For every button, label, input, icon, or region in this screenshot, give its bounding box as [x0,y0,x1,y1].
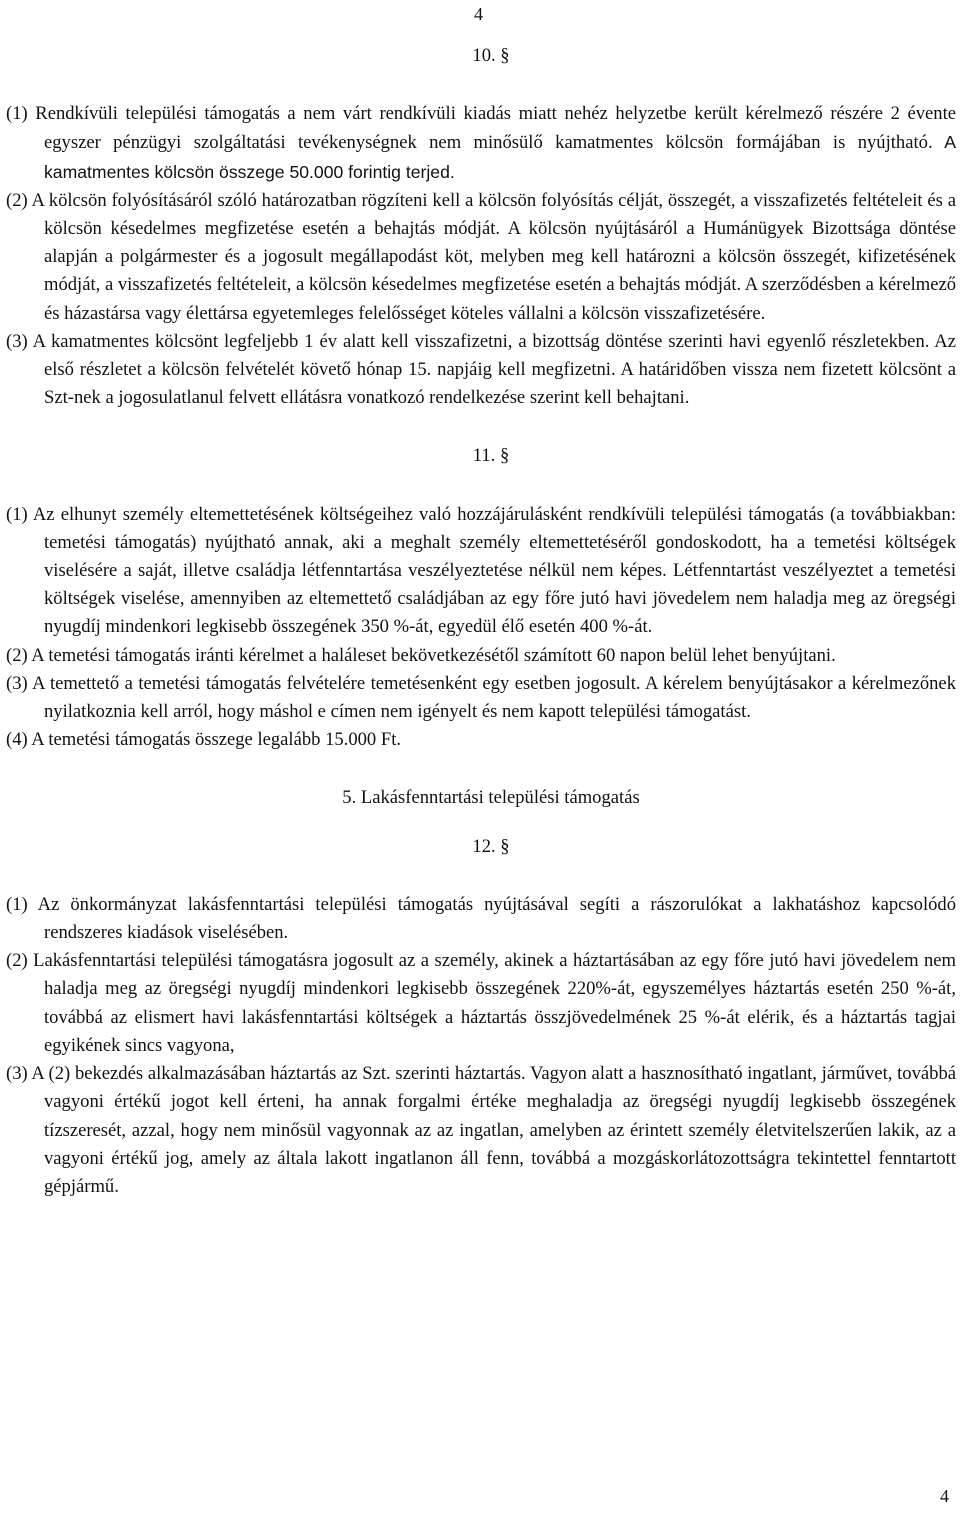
page-number-top: 4 [474,4,483,24]
section-11-paragraph-2: (2) A temetési támogatás iránti kérelmet a haláleset bekövetkezésétől számított 60 napon belül lehet benyújtani. [6,644,836,666]
document-body [6,42,956,1201]
section-10-paragraph-1 [6,100,956,187]
page-number-bottom: 4 [940,1486,949,1506]
section-11-paragraph-4: (4) A temetési támogatás összege legalább 15.000 Ft. [6,729,402,751]
section-12-paragraph-1: (1) Az önkormányzat lakásfenntartási települési támogatás nyújtásával segíti a rászorulókat a lakhatáshoz kapcsolódó rendszeres kiadások viselésében. [6,893,956,944]
section-10-paragraph-1-main: (1) Rendkívüli települési támogatás a nem várt rendkívüli kiadás miatt nehéz helyzetbe került kérelmező részére 2 évente egyszer pénzügyi szolgáltatási tevékenységnek nem minősülő kamatmentes kölcsön formájában is nyújtható. [6,103,956,154]
section-10-heading: 10. § [472,45,510,66]
section-12-paragraph-2: (2) Lakásfenntartási települési támogatásra jogosult az a személy, akinek a háztartásában az egy főre jutó havi jövedelem nem haladja meg az öregségi nyugdíj mindenkori legkisebb összegének 220%-át, egyszemélyes háztartás esetén 250 %-át, továbbá az elismert havi lakásfenntartási költségek a háztartás összjövedelmének 25 %-át elérik, és a háztartás tagjai egyikének sincs vagyona, [6,950,956,1056]
section-10-paragraph-2: (2) A kölcsön folyósításáról szóló határozatban rögzíteni kell a kölcsön folyósítás célját, összegét, a visszafizetés feltételeit és a kölcsön késedelmes megfizetése esetén a behajtás módját. A kölcsön nyújtásáról a Humánügyek Bizottsága döntése alapján a polgármester és a jogosult megállapodást köt, melyben meg kell határozni a kölcsön összegét, kifizetésének módját, a visszafizetés feltételeit, a kölcsön késedelmes megfizetése esetén a behajtás módját. A szerződésben a kérelmező és házastársa vagy élettársa egyetemleges felelősséget köteles vállalni a kölcsön visszafizetésére. [6,189,956,324]
section-11-paragraph-1: (1) Az elhunyt személy eltemettetésének költségeihez való hozzájárulásként rendkívüli települési támogatás (a továbbiakban: temetési támogatás) nyújtható annak, aki a meghalt személy eltemettetéséről gondoskodott, ha a temetési költségek viselésére a saját, illetve családja létfenntartása veszélyeztetése nélkül nem képes. Létfenntartást veszélyeztet a temetési költségek viselése, amennyiben az eltemettető családjában az egy főre jutó havi jövedelem nem haladja meg az öregségi nyugdíj mindenkori legkisebb összegének 350 %-át, egyedül élő esetén 400 %-át. [6,503,956,638]
section-12-heading: 12. § [472,835,510,857]
section-11-paragraph-3: (3) A temettető a temetési támogatás felvételére temetésenként egy esetben jogosult. A kérelem benyújtásakor a kérelmezőnek nyilatkoznia kell arról, hogy máshol e címen nem igényelt és nem kapott települési támogatást. [6,672,956,723]
section-11-heading: 11. § [472,445,510,467]
section-10-paragraph-1-amount: A kamatmentes kölcsön összege 50.000 forintig terjed. [44,132,956,182]
section-12-paragraph-3: (3) A (2) bekezdés alkalmazásában háztartás az Szt. szerinti háztartás. Vagyon alatt a hasznosítható ingatlant, járművet, továbbá vagyoni értékű jogot kell érteni, ha annak forgalmi értéke meghaladja az öregségi nyugdíj legkisebb összegének tízszeresét, azzal, hogy nem minősül vagyonnak az az ingatlan, amelyben az érintett személy életvitelszerűen lakik, az a vagyoni értékű jog, amely az általa lakott ingatlanon áll fenn, továbbá a mozgáskorlátozottságra tekintettel fenntartott gépjármű. [6,1063,956,1197]
chapter-5-title: 5. Lakásfenntartási települési támogatás [342,787,640,809]
section-10-paragraph-3: (3) A kamatmentes kölcsönt legfeljebb 1 év alatt kell visszafizetni, a bizottság döntése szerinti havi egyenlő részletekben. Az első részletet a kölcsön felvételét követő hónap 15. napjáig kell megfizetni. A határidőben vissza nem fizetett kölcsönt a Szt-nek a jogosulatlanul felvett ellátásra vonatkozó rendelkezése szerint kell behajtani. [6,330,956,409]
